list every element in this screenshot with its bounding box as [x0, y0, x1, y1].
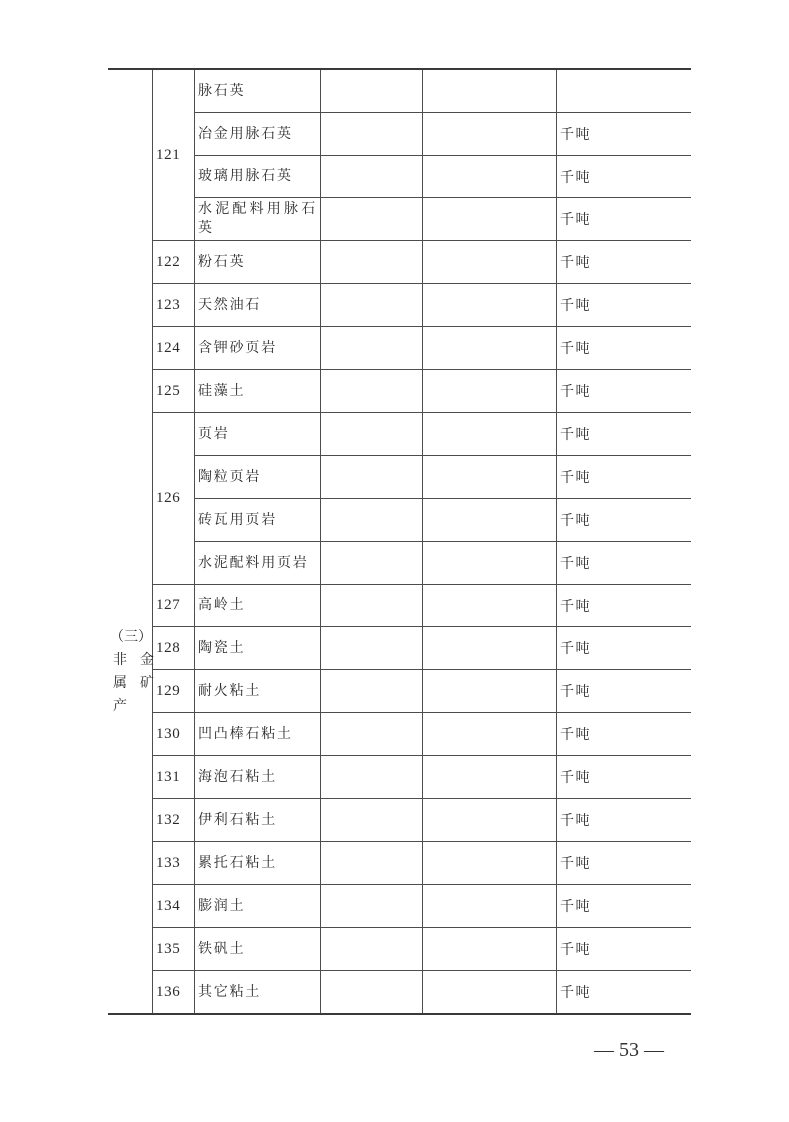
item-name-cell — [195, 370, 321, 413]
blank-cell — [321, 542, 423, 585]
item-number: 132 — [153, 799, 195, 842]
blank-cell — [423, 70, 557, 113]
blank-cell — [423, 885, 557, 928]
blank-cell — [321, 113, 423, 156]
item-name: 耐火粘土 — [198, 683, 262, 699]
blank-cell — [423, 585, 557, 627]
item-unit: 千吨 — [557, 585, 691, 627]
blank-cell — [321, 241, 423, 284]
blank-cell — [423, 198, 557, 241]
blank-cell — [321, 284, 423, 327]
item-name-cell — [195, 756, 321, 799]
page-number: — 53 — — [594, 1039, 664, 1061]
blank-cell — [423, 113, 557, 156]
item-name-cell — [195, 327, 321, 370]
item-name: 脉石英 — [198, 83, 246, 99]
item-name-cell — [195, 670, 321, 713]
blank-cell — [423, 499, 557, 542]
item-name-cell — [195, 542, 321, 585]
item-unit: 千吨 — [557, 627, 691, 670]
item-number: 134 — [153, 885, 195, 928]
blank-cell — [321, 156, 423, 198]
item-name: 其它粘土 — [198, 984, 262, 1000]
blank-cell — [321, 799, 423, 842]
blank-cell — [423, 413, 557, 456]
item-name: 含钾砂页岩 — [198, 340, 277, 356]
item-name: 天然油石 — [198, 297, 262, 313]
blank-cell — [321, 627, 423, 670]
item-number: 133 — [153, 842, 195, 885]
item-name: 凹凸棒石粘土 — [198, 726, 293, 742]
item-number: 136 — [153, 971, 195, 1013]
item-number: 128 — [153, 627, 195, 670]
item-name-cell — [195, 241, 321, 284]
blank-cell — [321, 70, 423, 113]
blank-cell — [321, 370, 423, 413]
item-unit: 千吨 — [557, 670, 691, 713]
item-name-cell — [195, 885, 321, 928]
item-unit: 千吨 — [557, 456, 691, 499]
item-unit: 千吨 — [557, 713, 691, 756]
blank-cell — [423, 799, 557, 842]
item-name: 膨润土 — [198, 898, 246, 914]
blank-cell — [423, 456, 557, 499]
item-name-cell — [195, 198, 321, 241]
item-unit — [557, 70, 691, 113]
blank-cell — [423, 327, 557, 370]
item-number: 135 — [153, 928, 195, 971]
item-unit: 千吨 — [557, 198, 691, 241]
item-name-cell — [195, 713, 321, 756]
blank-cell — [423, 241, 557, 284]
item-name: 累托石粘土 — [198, 855, 277, 871]
blank-cell — [321, 971, 423, 1013]
item-name-cell — [195, 70, 321, 113]
blank-cell — [321, 756, 423, 799]
blank-cell — [321, 413, 423, 456]
item-number: 131 — [153, 756, 195, 799]
item-name: 海泡石粘土 — [198, 769, 277, 785]
item-number: 129 — [153, 670, 195, 713]
blank-cell — [321, 327, 423, 370]
item-number: 122 — [153, 241, 195, 284]
item-name-cell — [195, 499, 321, 542]
item-number: 125 — [153, 370, 195, 413]
item-unit: 千吨 — [560, 986, 591, 1001]
item-number: 130 — [153, 713, 195, 756]
item-name: 陶粒页岩 — [198, 469, 262, 485]
blank-cell — [423, 542, 557, 585]
item-unit: 千吨 — [557, 413, 691, 456]
item-unit: 千吨 — [557, 928, 691, 971]
item-unit: 千吨 — [557, 499, 691, 542]
blank-cell — [321, 456, 423, 499]
item-name: 伊利石粘土 — [198, 812, 277, 828]
blank-cell — [321, 713, 423, 756]
blank-cell — [423, 156, 557, 198]
category-name: 非金属矿产 — [113, 653, 167, 714]
blank-cell — [321, 885, 423, 928]
blank-cell — [423, 842, 557, 885]
item-name-cell — [195, 113, 321, 156]
item-name-cell — [195, 284, 321, 327]
item-unit: 千吨 — [557, 370, 691, 413]
item-number: 121 — [153, 70, 195, 241]
category-index: （三） — [110, 630, 152, 645]
blank-cell — [423, 284, 557, 327]
blank-cell — [321, 670, 423, 713]
item-name: 玻璃用脉石英 — [198, 169, 293, 184]
blank-cell — [423, 370, 557, 413]
item-name: 硅藻土 — [198, 383, 246, 399]
category-cell — [108, 70, 167, 1013]
blank-cell — [423, 928, 557, 971]
blank-cell — [321, 842, 423, 885]
item-unit: 千吨 — [557, 156, 691, 198]
item-number: 123 — [153, 284, 195, 327]
item-name-cell — [195, 585, 321, 627]
blank-cell — [321, 198, 423, 241]
item-number: 126 — [153, 413, 195, 585]
blank-cell — [321, 499, 423, 542]
item-unit: 千吨 — [557, 284, 691, 327]
item-name: 陶瓷土 — [198, 640, 246, 656]
item-name-cell — [195, 627, 321, 670]
item-name: 水泥配料用页岩 — [198, 555, 309, 571]
item-name: 页岩 — [198, 426, 230, 442]
blank-cell — [423, 670, 557, 713]
item-name-cell — [195, 156, 321, 198]
item-unit: 千吨 — [557, 327, 691, 370]
item-name-cell — [195, 799, 321, 842]
blank-cell — [423, 756, 557, 799]
blank-cell — [321, 585, 423, 627]
item-name-cell — [195, 971, 321, 1013]
item-name-cell — [195, 842, 321, 885]
item-number: 124 — [153, 327, 195, 370]
category-label — [110, 626, 172, 718]
item-name: 水泥配料用脉石英 — [198, 202, 317, 236]
item-name-cell — [195, 928, 321, 971]
blank-cell — [423, 713, 557, 756]
blank-cell — [423, 627, 557, 670]
item-name-cell — [195, 413, 321, 456]
item-number: 127 — [153, 585, 195, 627]
item-unit: 千吨 — [557, 113, 691, 156]
item-unit: 千吨 — [557, 885, 691, 928]
item-name-cell — [195, 456, 321, 499]
item-name: 冶金用脉石英 — [198, 126, 293, 142]
item-name: 高岭土 — [198, 598, 246, 613]
item-unit: 千吨 — [557, 241, 691, 284]
item-unit: 千吨 — [557, 799, 691, 842]
item-name: 粉石英 — [198, 254, 246, 270]
mineral-table — [108, 68, 691, 1015]
blank-cell — [321, 928, 423, 971]
item-unit: 千吨 — [557, 542, 691, 585]
item-name: 铁矾土 — [198, 941, 246, 957]
item-name: 砖瓦用页岩 — [198, 512, 277, 528]
blank-cell — [423, 971, 557, 1013]
item-unit: 千吨 — [557, 842, 691, 885]
item-unit: 千吨 — [557, 756, 691, 799]
